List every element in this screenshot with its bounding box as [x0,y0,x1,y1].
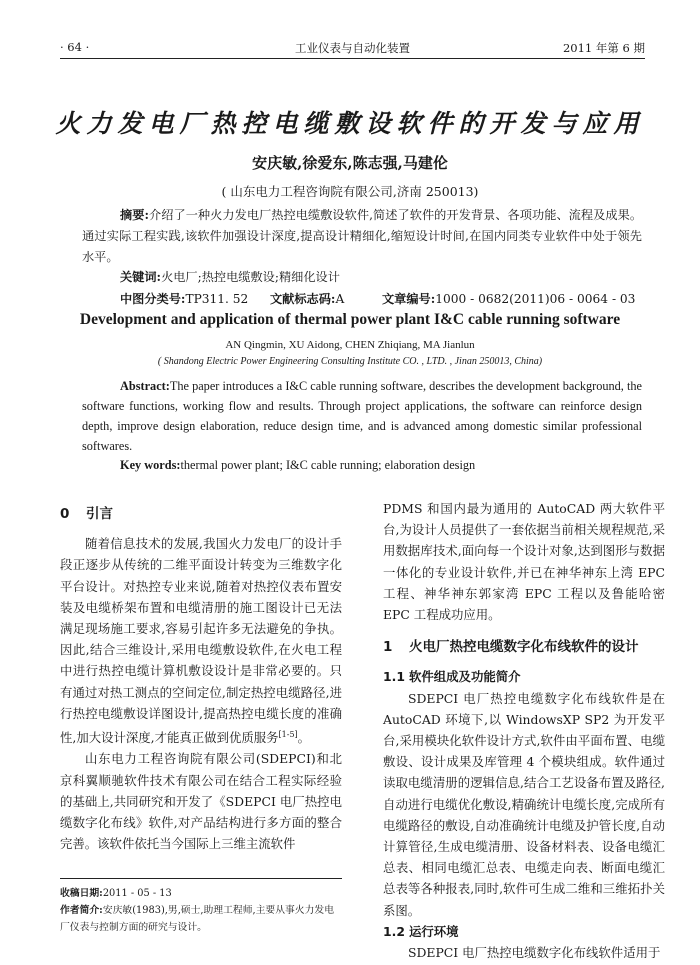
abstract-chinese [82,205,642,268]
received-date: 收稿日期:2011 - 05 - 13 [60,888,172,899]
section-heading-1-1: 1.1 软件组成及功能简介 [383,669,521,685]
keywords-en-text: thermal power plant; I&C cable running; elaboration design [180,458,476,472]
title-chinese: 火力发电厂热控电缆敷设软件的开发与应用 [55,109,645,138]
footnote [60,878,342,936]
abstract-text: 介绍了一种火力发电厂热控电缆敷设软件,简述了软件的开发背景、各项功能、流程及成果。通过实际工程实践,该软件加强设计深度,提高设计精细化,缩短设计时间,在国内同类专业软件中处于领先水平。 [82,208,643,264]
keywords-label: 关键词: [120,270,162,284]
keywords-chinese [120,268,340,285]
keywords-english [120,458,475,473]
authors-english: AN Qingmin, XU Aidong, CHEN Zhiqiang, MA Jianlun [225,339,475,351]
intro-paragraph-2: 山东电力工程咨询院有限公司(SDEPCI)和北京科翼顺驰软件技术有限公司在结合工程实际经验的基础上,共同研究和开发了《SDEPCI 电厂热控电缆数字化布线》软件,对产品结构进行多方面的整合完善。该软件依托当今国际上三维主流软件 [60,751,342,852]
citation: [1-5] [278,730,298,740]
section-heading-1: 1 火电厂热控电缆数字化布线软件的设计 [383,639,639,656]
page-number: · 64 · [60,40,90,54]
section-heading-intro: 0 引言 [60,506,113,522]
keywords-en-label: Key words: [120,458,181,472]
section-heading-1-2: 1.2 运行环境 [383,923,459,939]
abstract-label: 摘要: [120,208,149,222]
abstract-en-label: Abstract: [120,379,170,393]
abstract-english [82,376,642,456]
running-header [60,38,645,59]
body-column-right [383,498,665,963]
article-number: 文章编号:1000 - 0682(2011)06 - 0064 - 03 [382,292,636,306]
section-1-2-paragraph: SDEPCI 电厂热控电缆数字化布线软件适用于 [408,945,661,961]
journal-name: 工业仪表与自动化装置 [295,41,410,55]
section-1-1-paragraph: SDEPCI 电厂热控电缆数字化布线软件是在 AutoCAD 环境下,以 WindowsXP SP2 为开发平台,采用模块化软件设计方式,软件由平面布置、电缆敷设、设计成果及库管理 4 个模块组成。软件通过读取电缆清册的逻辑信息,结合工艺设备布置及路径,自动进行电缆优化敷设,精确统计电缆长度,完成所有电缆路径的敷设,自动准确统计电缆及护管长度,自动计算管径,生成电缆清册、设备材料表、设备电缆汇总表、相同电缆汇总表、电缆走向表、断面电缆汇总表等各种报表,同时,软件可生成二维和三维拓扑关系图。 [383,690,665,918]
affiliation-english: ( Shandong Electric Power Engineering Consulting Institute CO. , LTD. , Jinan 250013, China) [157,356,543,367]
authors-chinese: 安庆敏,徐爱东,陈志强,马建伦 [252,154,448,172]
clc-number: 中图分类号:TP311. 52 [120,292,249,306]
document-code: 文献标志码:A [270,292,345,306]
author-bio: 作者简介:安庆敏(1983),男,硕士,助理工程师,主要从事火力发电厂仪表与控制方面的研究与设计。 [60,905,334,933]
abstract-en-text: The paper introduces a I&C cable running software, describes the development background, the software functions, working flow and results. Through project applications, the software can reinforce design depth, improve design elaboration, reduce design time, and is advanced among domestic similar professional softwares. [82,379,642,453]
title-english: Development and application of thermal power plant I&C cable running software [79,311,621,328]
intro-paragraph-1: 随着信息技术的发展,我国火力发电厂的设计手段正逐步从传统的二维平面设计转变为三维数字化平台设计。对热控专业来说,随着对热控仪表布置安装及电缆桥架布置和电缆清册的施工图设计已无法满足现场施工要求,容易引起许多无法避免的争执。因此,结合三维设计,采用电缆敷设软件,在火电工程中进行热控电缆计算机敷设设计是非常必要的。只有通过对热工测点的空间定位,制定热控电缆路径,进行热控电缆敷设详图设计,提高热控电缆长度的准确性,加大设计深度,才能真正做到优质服务[1-5]。 [60,536,342,746]
body-column-left [60,498,342,854]
issue-label: 2011 年第 6 期 [562,41,645,55]
keywords-text: 火电厂;热控电缆敷设;精细化设计 [161,270,340,284]
affiliation-chinese: ( 山东电力工程咨询院有限公司,济南 250013) [221,184,479,199]
intro-paragraph-2-continued: PDMS 和国内最为通用的 AutoCAD 两大软件平台,为设计人员提供了一套依据当前相关规程规范,采用数据库技术,面向每一个设计对象,达到图形与数据一体化的专业设计软件,并已在神华神东上湾 EPC 工程、神华神东郭家湾 EPC 工程以及鲁能哈密 EPC 工程成功应用。 [383,501,665,623]
